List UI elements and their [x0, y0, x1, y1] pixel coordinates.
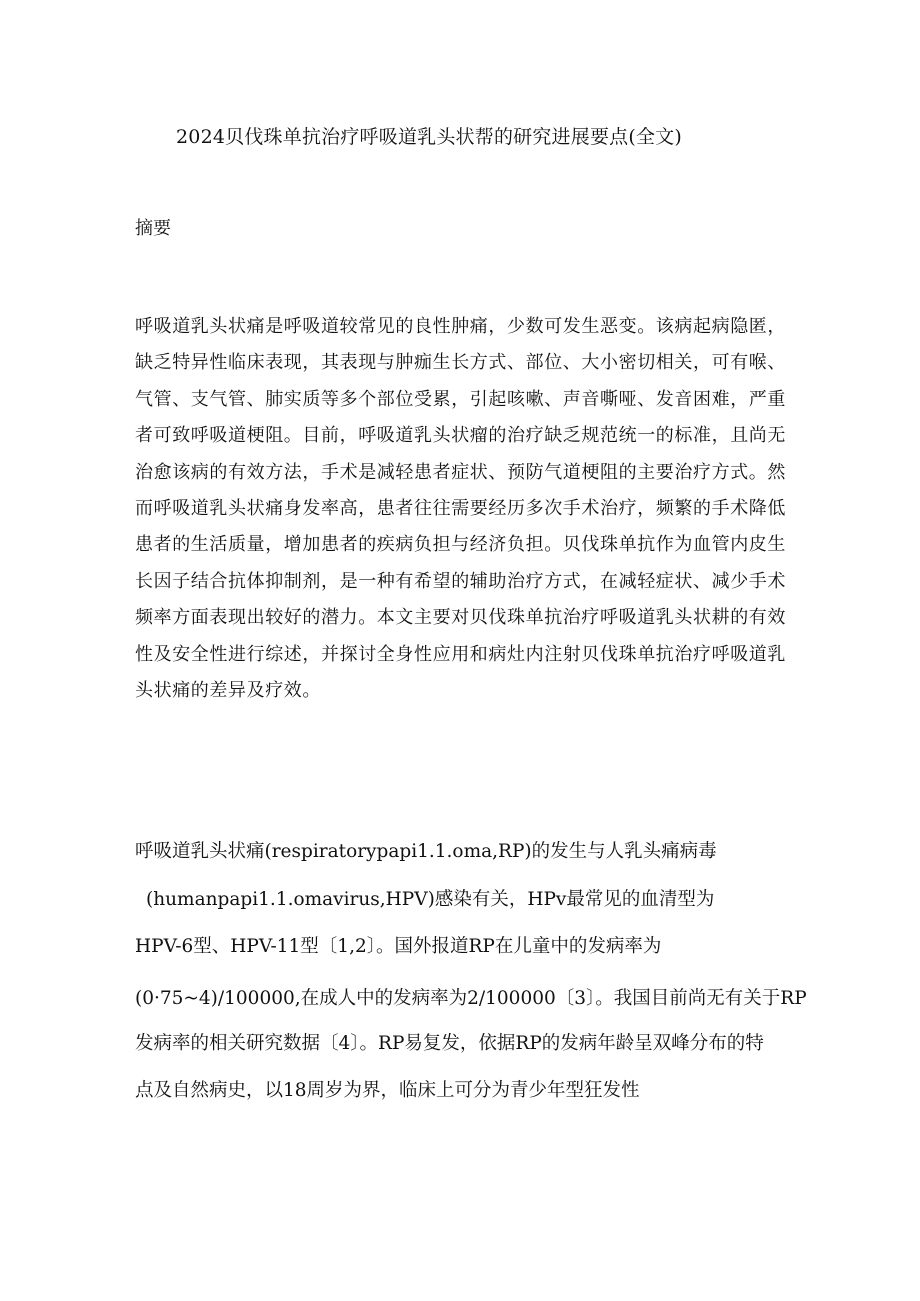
abstract-line: 患者的生活质量，增加患者的疾病负担与经济负担。贝伐珠单抗作为血管内皮生: [135, 534, 786, 556]
abstract-line: 治愈该病的有效方法，手术是减轻患者症状、预防气道梗阻的主要治疗方式。然: [135, 461, 786, 483]
abstract-line: 频率方面表现出较好的潜力。本文主要对贝伐珠单抗治疗呼吸道乳头状耕的有效: [135, 607, 786, 629]
abstract-line: 性及安全性进行综述，并探讨全身性应用和病灶内注射贝伐珠单抗治疗呼吸道乳: [135, 643, 786, 665]
body-line: 发病率的相关研究数据〔4〕。RP易复发，依据RP的发病年龄呈双峰分布的特: [135, 1033, 764, 1054]
abstract-line: 气管、支气管、肺实质等多个部位受累，引起咳嗽、声音嘶哑、发音困难，严重: [135, 388, 786, 410]
abstract-line: 头状痛的差异及疗效。: [135, 679, 321, 701]
abstract-line: 长因子结合抗体抑制剂，是一种有希望的辅助治疗方式，在减轻症状、减少手术: [135, 570, 786, 592]
abstract-line: 缺乏特异性临床表现，其表现与肿痂生长方式、部位、大小密切相关，可有喉、: [135, 352, 786, 374]
abstract-line: 而呼吸道乳头状痛身发率高，患者往往需要经历多次手术治疗，频繁的手术降低: [135, 497, 786, 519]
abstract-line: 者可致呼吸道梗阻。目前，呼吸道乳头状瘤的治疗缺乏规范统一的标准，且尚无: [135, 425, 786, 447]
abstract-line: 呼吸道乳头状痛是呼吸道较常见的良性肿痛，少数可发生恶变。该病起病隐匿，: [135, 316, 786, 337]
body-line: (0·75~4)/100000,在成人中的发病率为2/100000〔3〕。我国目前尚无有关于RP: [135, 988, 807, 1009]
body-line: HPV-6型、HPV-11型〔1,2〕。国外报道RP在儿童中的发病率为: [135, 936, 662, 957]
abstract-paragraph: [135, 309, 795, 709]
document-title: 2024贝伐珠单抗治疗呼吸道乳头状帮的研究进展要点(全文): [176, 126, 682, 148]
abstract-heading: 摘要: [135, 218, 171, 239]
body-line: 点及自然病史，以18周岁为界，临床上可分为青少年型狂发性: [135, 1080, 640, 1101]
body-line: (humanpapi1.1.omavirus,HPV)感染有关，HPv最常见的血清型为: [146, 889, 715, 910]
body-line: 呼吸道乳头状痛(respiratorypapi1.1.oma,RP)的发生与人乳头痛病毒: [135, 841, 717, 862]
